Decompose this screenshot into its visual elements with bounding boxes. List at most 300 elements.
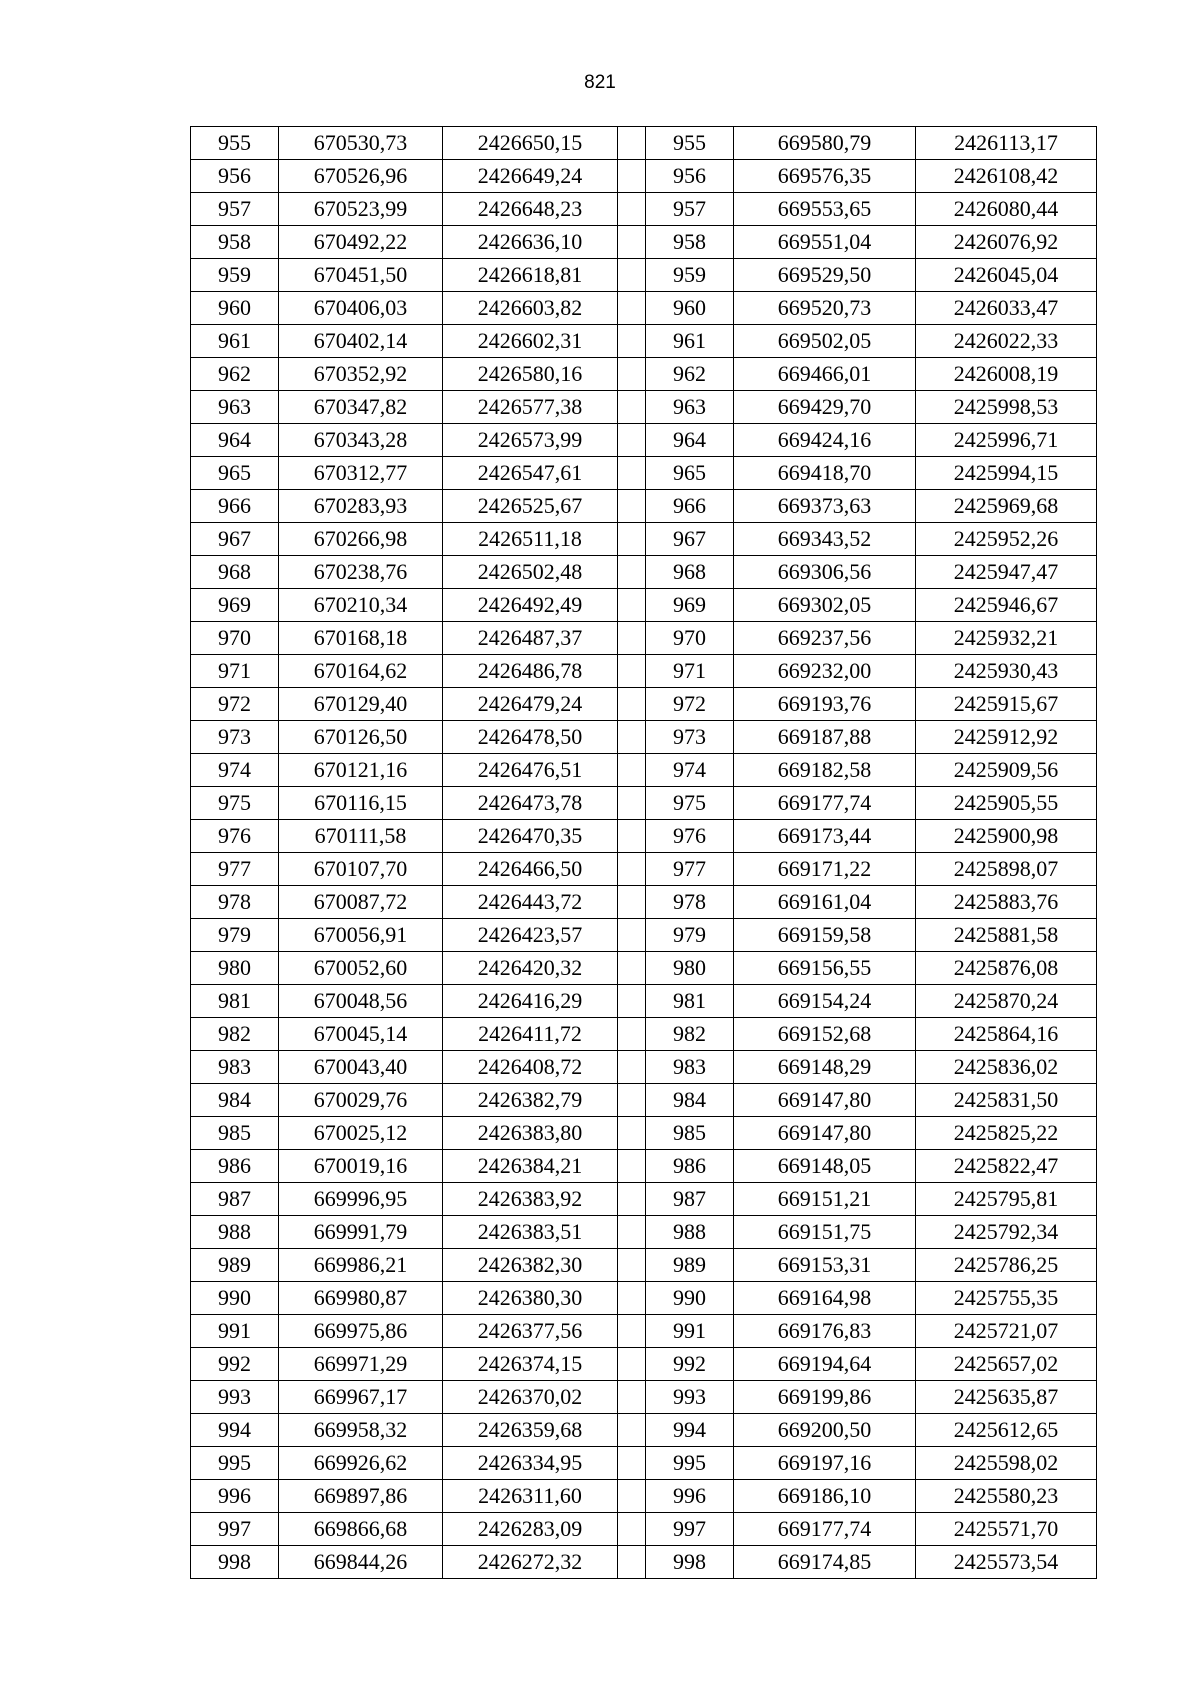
spacer-cell — [618, 1018, 646, 1051]
x-coordinate-left: 670164,62 — [279, 655, 443, 688]
spacer-cell — [618, 1249, 646, 1282]
y-coordinate-right: 2426033,47 — [916, 292, 1097, 325]
y-coordinate-left: 2426476,51 — [443, 754, 618, 787]
point-number-right: 962 — [646, 358, 734, 391]
point-number-left: 982 — [191, 1018, 279, 1051]
point-number-left: 977 — [191, 853, 279, 886]
point-number-right: 993 — [646, 1381, 734, 1414]
x-coordinate-left: 669971,29 — [279, 1348, 443, 1381]
spacer-cell — [618, 160, 646, 193]
spacer-cell — [618, 952, 646, 985]
x-coordinate-right: 669302,05 — [734, 589, 916, 622]
x-coordinate-left: 670129,40 — [279, 688, 443, 721]
spacer-cell — [618, 721, 646, 754]
point-number-right: 990 — [646, 1282, 734, 1315]
x-coordinate-left: 670343,28 — [279, 424, 443, 457]
point-number-left: 996 — [191, 1480, 279, 1513]
y-coordinate-right: 2425580,23 — [916, 1480, 1097, 1513]
y-coordinate-left: 2426408,72 — [443, 1051, 618, 1084]
x-coordinate-right: 669176,83 — [734, 1315, 916, 1348]
table-row — [191, 1084, 1097, 1117]
x-coordinate-right: 669153,31 — [734, 1249, 916, 1282]
x-coordinate-right: 669237,56 — [734, 622, 916, 655]
table-row — [191, 655, 1097, 688]
y-coordinate-right: 2425795,81 — [916, 1183, 1097, 1216]
table-row — [191, 853, 1097, 886]
y-coordinate-right: 2425573,54 — [916, 1546, 1097, 1579]
spacer-cell — [618, 1513, 646, 1546]
y-coordinate-right: 2425836,02 — [916, 1051, 1097, 1084]
y-coordinate-left: 2426511,18 — [443, 523, 618, 556]
point-number-left: 991 — [191, 1315, 279, 1348]
x-coordinate-left: 670530,73 — [279, 127, 443, 160]
y-coordinate-left: 2426384,21 — [443, 1150, 618, 1183]
x-coordinate-right: 669186,10 — [734, 1480, 916, 1513]
x-coordinate-right: 669148,29 — [734, 1051, 916, 1084]
spacer-cell — [618, 259, 646, 292]
y-coordinate-right: 2425864,16 — [916, 1018, 1097, 1051]
point-number-right: 991 — [646, 1315, 734, 1348]
y-coordinate-left: 2426382,30 — [443, 1249, 618, 1282]
x-coordinate-left: 670406,03 — [279, 292, 443, 325]
table-row — [191, 358, 1097, 391]
point-number-right: 989 — [646, 1249, 734, 1282]
y-coordinate-right: 2425881,58 — [916, 919, 1097, 952]
table-row — [191, 292, 1097, 325]
point-number-right: 986 — [646, 1150, 734, 1183]
y-coordinate-right: 2425946,67 — [916, 589, 1097, 622]
point-number-left: 955 — [191, 127, 279, 160]
x-coordinate-right: 669529,50 — [734, 259, 916, 292]
x-coordinate-right: 669152,68 — [734, 1018, 916, 1051]
point-number-right: 974 — [646, 754, 734, 787]
spacer-cell — [618, 688, 646, 721]
y-coordinate-left: 2426311,60 — [443, 1480, 618, 1513]
point-number-right: 959 — [646, 259, 734, 292]
point-number-left: 963 — [191, 391, 279, 424]
point-number-right: 957 — [646, 193, 734, 226]
point-number-left: 993 — [191, 1381, 279, 1414]
y-coordinate-left: 2426479,24 — [443, 688, 618, 721]
x-coordinate-left: 670029,76 — [279, 1084, 443, 1117]
y-coordinate-right: 2425915,67 — [916, 688, 1097, 721]
y-coordinate-left: 2426283,09 — [443, 1513, 618, 1546]
table-row — [191, 325, 1097, 358]
x-coordinate-right: 669147,80 — [734, 1084, 916, 1117]
point-number-right: 977 — [646, 853, 734, 886]
table-row — [191, 391, 1097, 424]
y-coordinate-right: 2425932,21 — [916, 622, 1097, 655]
y-coordinate-right: 2425612,65 — [916, 1414, 1097, 1447]
spacer-cell — [618, 1315, 646, 1348]
y-coordinate-left: 2426478,50 — [443, 721, 618, 754]
table-row — [191, 1216, 1097, 1249]
point-number-right: 997 — [646, 1513, 734, 1546]
x-coordinate-right: 669159,58 — [734, 919, 916, 952]
x-coordinate-left: 670526,96 — [279, 160, 443, 193]
x-coordinate-right: 669193,76 — [734, 688, 916, 721]
x-coordinate-left: 669980,87 — [279, 1282, 443, 1315]
coordinates-table-body — [191, 127, 1097, 1579]
y-coordinate-left: 2426486,78 — [443, 655, 618, 688]
spacer-cell — [618, 1117, 646, 1150]
x-coordinate-right: 669520,73 — [734, 292, 916, 325]
x-coordinate-right: 669197,16 — [734, 1447, 916, 1480]
x-coordinate-left: 670019,16 — [279, 1150, 443, 1183]
spacer-cell — [618, 919, 646, 952]
x-coordinate-left: 670043,40 — [279, 1051, 443, 1084]
point-number-left: 990 — [191, 1282, 279, 1315]
table-row — [191, 886, 1097, 919]
table-row — [191, 424, 1097, 457]
point-number-left: 975 — [191, 787, 279, 820]
point-number-left: 988 — [191, 1216, 279, 1249]
y-coordinate-right: 2425883,76 — [916, 886, 1097, 919]
point-number-left: 969 — [191, 589, 279, 622]
x-coordinate-left: 669996,95 — [279, 1183, 443, 1216]
point-number-right: 981 — [646, 985, 734, 1018]
x-coordinate-right: 669429,70 — [734, 391, 916, 424]
y-coordinate-right: 2425786,25 — [916, 1249, 1097, 1282]
x-coordinate-right: 669232,00 — [734, 655, 916, 688]
x-coordinate-right: 669343,52 — [734, 523, 916, 556]
point-number-left: 959 — [191, 259, 279, 292]
point-number-right: 960 — [646, 292, 734, 325]
y-coordinate-left: 2426374,15 — [443, 1348, 618, 1381]
y-coordinate-right: 2425898,07 — [916, 853, 1097, 886]
spacer-cell — [618, 1348, 646, 1381]
spacer-cell — [618, 754, 646, 787]
y-coordinate-left: 2426443,72 — [443, 886, 618, 919]
spacer-cell — [618, 1051, 646, 1084]
table-row — [191, 523, 1097, 556]
point-number-right: 994 — [646, 1414, 734, 1447]
point-number-left: 986 — [191, 1150, 279, 1183]
y-coordinate-left: 2426470,35 — [443, 820, 618, 853]
point-number-right: 956 — [646, 160, 734, 193]
table-row — [191, 721, 1097, 754]
y-coordinate-right: 2425998,53 — [916, 391, 1097, 424]
table-row — [191, 1018, 1097, 1051]
spacer-cell — [618, 226, 646, 259]
table-row — [191, 457, 1097, 490]
table-row — [191, 589, 1097, 622]
x-coordinate-left: 670210,34 — [279, 589, 443, 622]
y-coordinate-right: 2425905,55 — [916, 787, 1097, 820]
x-coordinate-left: 669991,79 — [279, 1216, 443, 1249]
spacer-cell — [618, 787, 646, 820]
table-row — [191, 1282, 1097, 1315]
y-coordinate-left: 2426502,48 — [443, 556, 618, 589]
spacer-cell — [618, 853, 646, 886]
y-coordinate-right: 2425994,15 — [916, 457, 1097, 490]
x-coordinate-left: 670116,15 — [279, 787, 443, 820]
y-coordinate-right: 2426108,42 — [916, 160, 1097, 193]
point-number-left: 973 — [191, 721, 279, 754]
x-coordinate-left: 670025,12 — [279, 1117, 443, 1150]
point-number-right: 969 — [646, 589, 734, 622]
x-coordinate-right: 669151,75 — [734, 1216, 916, 1249]
y-coordinate-left: 2426636,10 — [443, 226, 618, 259]
x-coordinate-left: 670168,18 — [279, 622, 443, 655]
table-row — [191, 919, 1097, 952]
y-coordinate-left: 2426359,68 — [443, 1414, 618, 1447]
coordinates-table — [190, 126, 1097, 1579]
page-number: 821 — [584, 72, 616, 93]
y-coordinate-right: 2425952,26 — [916, 523, 1097, 556]
y-coordinate-right: 2425721,07 — [916, 1315, 1097, 1348]
y-coordinate-left: 2426648,23 — [443, 193, 618, 226]
point-number-left: 964 — [191, 424, 279, 457]
spacer-cell — [618, 589, 646, 622]
x-coordinate-right: 669154,24 — [734, 985, 916, 1018]
x-coordinate-left: 669897,86 — [279, 1480, 443, 1513]
table-row — [191, 1117, 1097, 1150]
spacer-cell — [618, 556, 646, 589]
y-coordinate-left: 2426370,02 — [443, 1381, 618, 1414]
table-row — [191, 127, 1097, 160]
point-number-left: 958 — [191, 226, 279, 259]
y-coordinate-left: 2426602,31 — [443, 325, 618, 358]
y-coordinate-left: 2426411,72 — [443, 1018, 618, 1051]
point-number-left: 967 — [191, 523, 279, 556]
point-number-left: 961 — [191, 325, 279, 358]
table-row — [191, 1150, 1097, 1183]
table-row — [191, 160, 1097, 193]
spacer-cell — [618, 127, 646, 160]
y-coordinate-left: 2426547,61 — [443, 457, 618, 490]
x-coordinate-right: 669580,79 — [734, 127, 916, 160]
table-row — [191, 754, 1097, 787]
y-coordinate-right: 2426045,04 — [916, 259, 1097, 292]
spacer-cell — [618, 1546, 646, 1579]
spacer-cell — [618, 985, 646, 1018]
point-number-right: 972 — [646, 688, 734, 721]
table-row — [191, 1051, 1097, 1084]
x-coordinate-right: 669151,21 — [734, 1183, 916, 1216]
table-row — [191, 985, 1097, 1018]
point-number-left: 970 — [191, 622, 279, 655]
x-coordinate-left: 670121,16 — [279, 754, 443, 787]
y-coordinate-right: 2425822,47 — [916, 1150, 1097, 1183]
point-number-right: 984 — [646, 1084, 734, 1117]
table-row — [191, 787, 1097, 820]
y-coordinate-left: 2426649,24 — [443, 160, 618, 193]
x-coordinate-right: 669147,80 — [734, 1117, 916, 1150]
table-row — [191, 1249, 1097, 1282]
x-coordinate-right: 669418,70 — [734, 457, 916, 490]
point-number-right: 976 — [646, 820, 734, 853]
point-number-right: 970 — [646, 622, 734, 655]
point-number-right: 966 — [646, 490, 734, 523]
table-row — [191, 556, 1097, 589]
spacer-cell — [618, 820, 646, 853]
y-coordinate-left: 2426487,37 — [443, 622, 618, 655]
x-coordinate-right: 669173,44 — [734, 820, 916, 853]
y-coordinate-left: 2426525,67 — [443, 490, 618, 523]
y-coordinate-left: 2426466,50 — [443, 853, 618, 886]
spacer-cell — [618, 193, 646, 226]
point-number-left: 981 — [191, 985, 279, 1018]
point-number-right: 987 — [646, 1183, 734, 1216]
table-row — [191, 1546, 1097, 1579]
y-coordinate-right: 2425657,02 — [916, 1348, 1097, 1381]
point-number-left: 979 — [191, 919, 279, 952]
point-number-right: 971 — [646, 655, 734, 688]
point-number-left: 978 — [191, 886, 279, 919]
point-number-left: 983 — [191, 1051, 279, 1084]
spacer-cell — [618, 358, 646, 391]
table-row — [191, 490, 1097, 523]
point-number-left: 987 — [191, 1183, 279, 1216]
point-number-left: 994 — [191, 1414, 279, 1447]
y-coordinate-right: 2425635,87 — [916, 1381, 1097, 1414]
x-coordinate-left: 670238,76 — [279, 556, 443, 589]
point-number-right: 968 — [646, 556, 734, 589]
x-coordinate-right: 669502,05 — [734, 325, 916, 358]
x-coordinate-left: 670523,99 — [279, 193, 443, 226]
spacer-cell — [618, 1183, 646, 1216]
x-coordinate-left: 670402,14 — [279, 325, 443, 358]
y-coordinate-right: 2425909,56 — [916, 754, 1097, 787]
spacer-cell — [618, 424, 646, 457]
point-number-right: 980 — [646, 952, 734, 985]
x-coordinate-right: 669373,63 — [734, 490, 916, 523]
point-number-right: 958 — [646, 226, 734, 259]
y-coordinate-right: 2425792,34 — [916, 1216, 1097, 1249]
point-number-left: 997 — [191, 1513, 279, 1546]
point-number-left: 956 — [191, 160, 279, 193]
point-number-right: 998 — [646, 1546, 734, 1579]
x-coordinate-right: 669156,55 — [734, 952, 916, 985]
table-row — [191, 1513, 1097, 1546]
x-coordinate-left: 670087,72 — [279, 886, 443, 919]
table-row — [191, 1348, 1097, 1381]
x-coordinate-left: 670126,50 — [279, 721, 443, 754]
y-coordinate-left: 2426473,78 — [443, 787, 618, 820]
x-coordinate-right: 669148,05 — [734, 1150, 916, 1183]
spacer-cell — [618, 292, 646, 325]
spacer-cell — [618, 457, 646, 490]
point-number-right: 975 — [646, 787, 734, 820]
y-coordinate-left: 2426420,32 — [443, 952, 618, 985]
y-coordinate-left: 2426650,15 — [443, 127, 618, 160]
point-number-right: 995 — [646, 1447, 734, 1480]
spacer-cell — [618, 325, 646, 358]
y-coordinate-left: 2426423,57 — [443, 919, 618, 952]
x-coordinate-right: 669177,74 — [734, 1513, 916, 1546]
x-coordinate-right: 669576,35 — [734, 160, 916, 193]
x-coordinate-right: 669174,85 — [734, 1546, 916, 1579]
point-number-right: 978 — [646, 886, 734, 919]
x-coordinate-right: 669200,50 — [734, 1414, 916, 1447]
y-coordinate-left: 2426380,30 — [443, 1282, 618, 1315]
y-coordinate-right: 2425870,24 — [916, 985, 1097, 1018]
spacer-cell — [618, 1084, 646, 1117]
table-row — [191, 259, 1097, 292]
x-coordinate-left: 670045,14 — [279, 1018, 443, 1051]
y-coordinate-right: 2426113,17 — [916, 127, 1097, 160]
x-coordinate-left: 670052,60 — [279, 952, 443, 985]
x-coordinate-left: 670111,58 — [279, 820, 443, 853]
y-coordinate-left: 2426383,92 — [443, 1183, 618, 1216]
y-coordinate-right: 2425930,43 — [916, 655, 1097, 688]
y-coordinate-left: 2426416,29 — [443, 985, 618, 1018]
table-row — [191, 1447, 1097, 1480]
y-coordinate-left: 2426573,99 — [443, 424, 618, 457]
y-coordinate-right: 2425755,35 — [916, 1282, 1097, 1315]
x-coordinate-left: 669844,26 — [279, 1546, 443, 1579]
point-number-left: 962 — [191, 358, 279, 391]
point-number-right: 967 — [646, 523, 734, 556]
y-coordinate-left: 2426492,49 — [443, 589, 618, 622]
y-coordinate-right: 2426076,92 — [916, 226, 1097, 259]
point-number-right: 961 — [646, 325, 734, 358]
spacer-cell — [618, 1150, 646, 1183]
x-coordinate-left: 669958,32 — [279, 1414, 443, 1447]
table-row — [191, 193, 1097, 226]
y-coordinate-right: 2425900,98 — [916, 820, 1097, 853]
point-number-left: 968 — [191, 556, 279, 589]
point-number-right: 985 — [646, 1117, 734, 1150]
x-coordinate-right: 669171,22 — [734, 853, 916, 886]
point-number-right: 973 — [646, 721, 734, 754]
x-coordinate-left: 669866,68 — [279, 1513, 443, 1546]
table-row — [191, 820, 1097, 853]
point-number-left: 998 — [191, 1546, 279, 1579]
point-number-left: 966 — [191, 490, 279, 523]
x-coordinate-left: 670266,98 — [279, 523, 443, 556]
point-number-left: 965 — [191, 457, 279, 490]
y-coordinate-left: 2426618,81 — [443, 259, 618, 292]
x-coordinate-right: 669187,88 — [734, 721, 916, 754]
y-coordinate-left: 2426334,95 — [443, 1447, 618, 1480]
spacer-cell — [618, 1480, 646, 1513]
x-coordinate-right: 669306,56 — [734, 556, 916, 589]
y-coordinate-left: 2426580,16 — [443, 358, 618, 391]
point-number-left: 985 — [191, 1117, 279, 1150]
spacer-cell — [618, 1414, 646, 1447]
spacer-cell — [618, 1381, 646, 1414]
x-coordinate-right: 669177,74 — [734, 787, 916, 820]
y-coordinate-left: 2426377,56 — [443, 1315, 618, 1348]
x-coordinate-left: 670347,82 — [279, 391, 443, 424]
y-coordinate-right: 2425947,47 — [916, 556, 1097, 589]
spacer-cell — [618, 1282, 646, 1315]
x-coordinate-right: 669466,01 — [734, 358, 916, 391]
spacer-cell — [618, 622, 646, 655]
y-coordinate-left: 2426603,82 — [443, 292, 618, 325]
x-coordinate-right: 669424,16 — [734, 424, 916, 457]
y-coordinate-right: 2425876,08 — [916, 952, 1097, 985]
y-coordinate-right: 2426080,44 — [916, 193, 1097, 226]
spacer-cell — [618, 391, 646, 424]
y-coordinate-right: 2426022,33 — [916, 325, 1097, 358]
point-number-right: 996 — [646, 1480, 734, 1513]
y-coordinate-right: 2425598,02 — [916, 1447, 1097, 1480]
point-number-right: 988 — [646, 1216, 734, 1249]
x-coordinate-left: 670056,91 — [279, 919, 443, 952]
y-coordinate-right: 2425571,70 — [916, 1513, 1097, 1546]
point-number-right: 983 — [646, 1051, 734, 1084]
point-number-left: 984 — [191, 1084, 279, 1117]
x-coordinate-right: 669199,86 — [734, 1381, 916, 1414]
point-number-right: 982 — [646, 1018, 734, 1051]
point-number-left: 972 — [191, 688, 279, 721]
spacer-cell — [618, 886, 646, 919]
x-coordinate-left: 670352,92 — [279, 358, 443, 391]
spacer-cell — [618, 523, 646, 556]
